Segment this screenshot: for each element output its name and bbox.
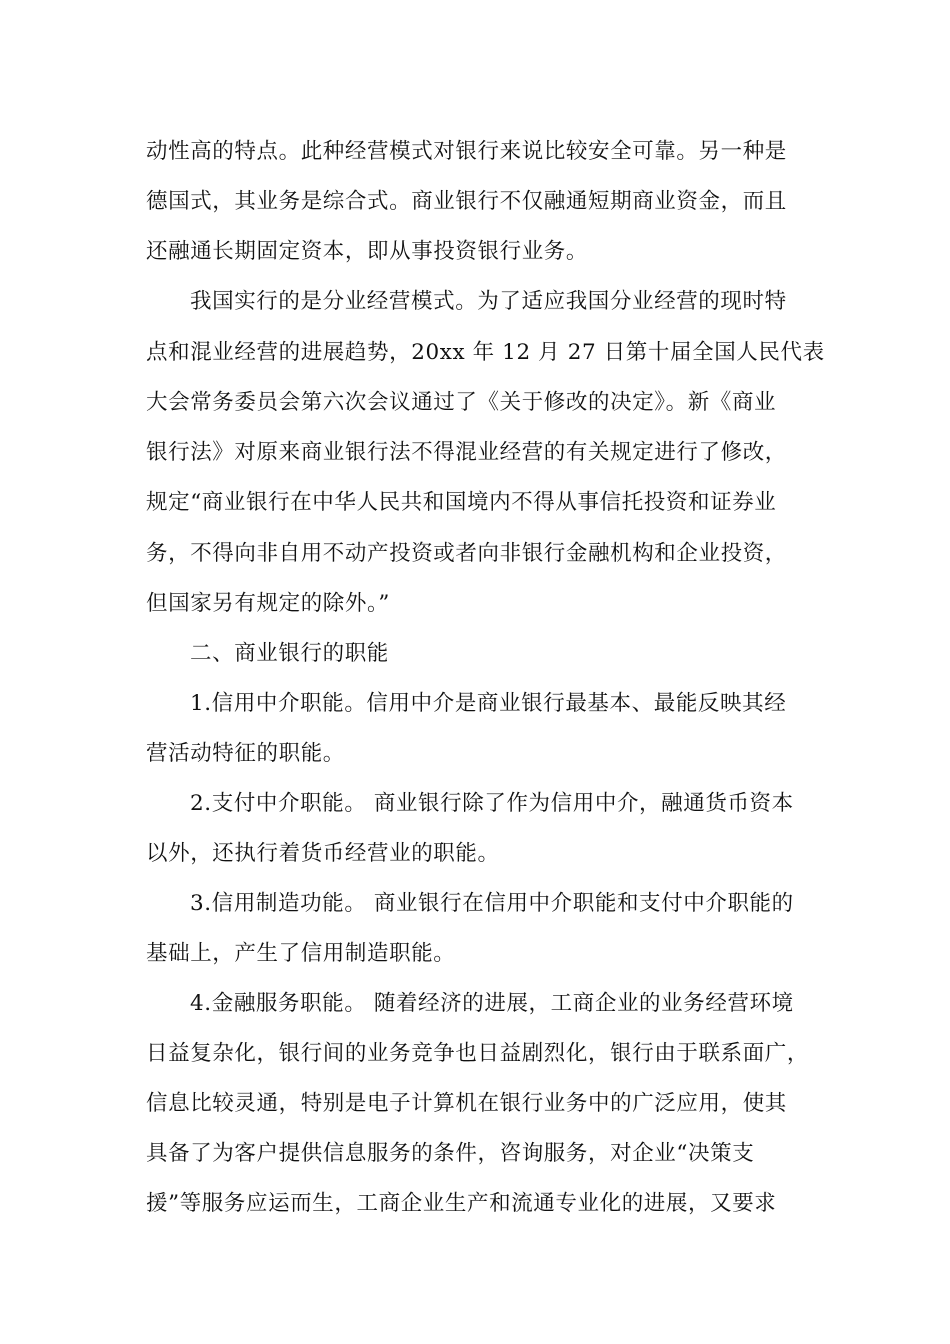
paragraph-line: 以外，还执行着货币经营业的职能。 [146, 841, 500, 866]
paragraph-line: 点和混业经营的进展趋势，20xx 年 12 月 27 日第十届全国人民代表 [146, 340, 825, 365]
paragraph-line: 我国实行的是分业经营模式。为了适应我国分业经营的现时特 [190, 289, 787, 314]
paragraph-line: 4.金融服务职能。 随着经济的进展，工商企业的业务经营环境 [190, 991, 794, 1016]
paragraph-line: 3.信用制造功能。 商业银行在信用中介职能和支付中介职能的 [190, 891, 794, 916]
paragraph-line: 日益复杂化，银行间的业务竞争也日益剧烈化，银行由于联系面广， [146, 1041, 810, 1066]
paragraph-line: 但国家另有规定的除外。” [146, 591, 390, 616]
paragraph-line: 2.支付中介职能。 商业银行除了作为信用中介，融通货币资本 [190, 791, 794, 816]
paragraph-line: 务，不得向非自用不动产投资或者向非银行金融机构和企业投资， [146, 541, 787, 566]
paragraph-line: 具备了为客户提供信息服务的条件，咨询服务，对企业“决策支 [146, 1141, 755, 1166]
paragraph-line: 动性高的特点。此种经营模式对银行来说比较安全可靠。另一种是 [146, 139, 787, 164]
paragraph-line: 德国式，其业务是综合式。商业银行不仅融通短期商业资金，而且 [146, 189, 787, 214]
section-heading: 二、商业银行的职能 [190, 641, 389, 666]
paragraph-line: 1.信用中介职能。信用中介是商业银行最基本、最能反映其经 [190, 691, 787, 716]
paragraph-line: 银行法》对原来商业银行法不得混业经营的有关规定进行了修改， [146, 440, 787, 465]
paragraph-line: 基础上，产生了信用制造职能。 [146, 941, 456, 966]
paragraph-line: 信息比较灵通，特别是电子计算机在银行业务中的广泛应用，使其 [146, 1091, 787, 1116]
paragraph-line: 营活动特征的职能。 [146, 741, 345, 766]
paragraph-line: 援”等服务应运而生，工商企业生产和流通专业化的进展，又要求 [146, 1191, 777, 1216]
paragraph-line: 还融通长期固定资本，即从事投资银行业务。 [146, 239, 589, 264]
paragraph-line: 大会常务委员会第六次会议通过了《关于修改的决定》。新《商业 [146, 390, 777, 415]
paragraph-line: 规定“商业银行在中华人民共和国境内不得从事信托投资和证券业 [146, 490, 777, 515]
